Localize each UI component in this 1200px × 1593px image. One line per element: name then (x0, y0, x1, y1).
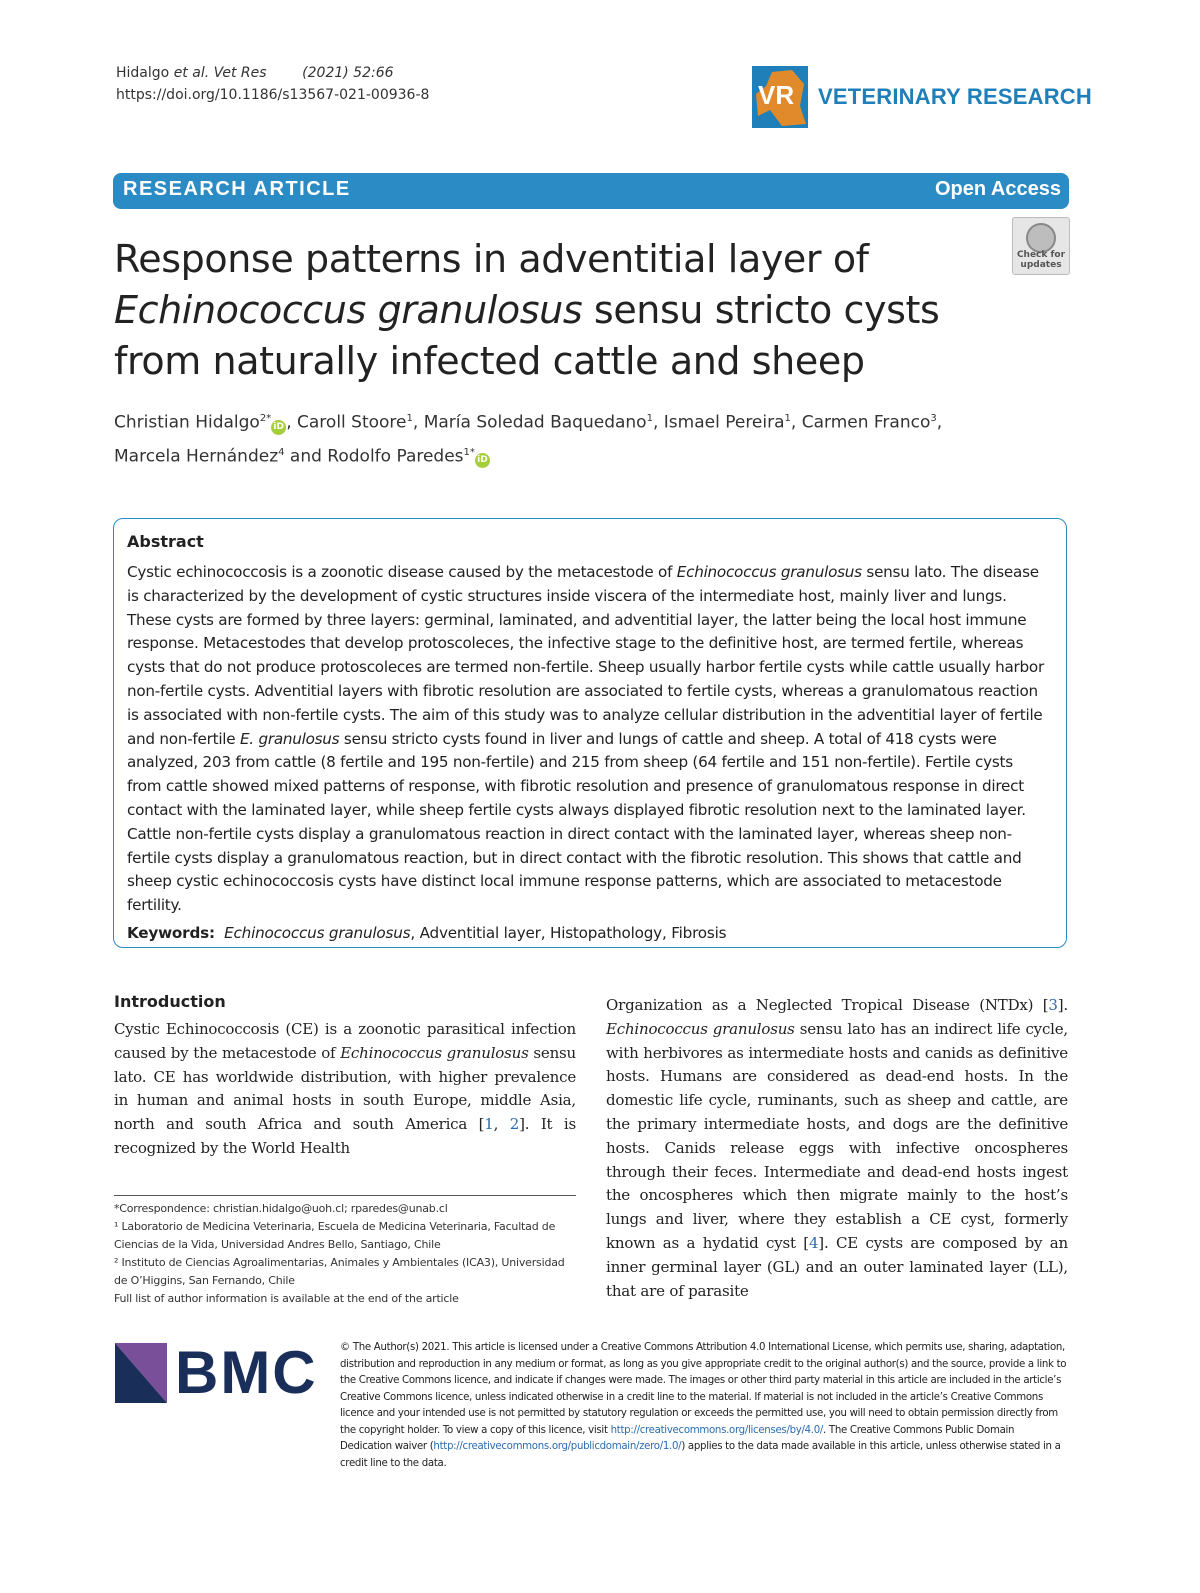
author-affiliation: 1 (406, 413, 413, 424)
check-updates-line2: updates (1020, 260, 1062, 270)
intro-right-species: Echinococcus granulosus (606, 1019, 795, 1038)
bmc-logo (115, 1338, 318, 1407)
author-affiliation: 1 (784, 413, 791, 424)
correspondence: *Correspondence: christian.hidalgo@uoh.cl; rparedes@unab.cl (114, 1202, 448, 1215)
author-affiliation: 2* (259, 413, 272, 424)
author-name[interactable]: María Soledad Baquedano (423, 412, 647, 433)
keywords (127, 924, 1047, 942)
affiliation-2: ² Instituto de Ciencias Agroalimentarias, Animales y Ambientales (ICA3), Universidad de O’Higgins, San Fernando, Chile (114, 1256, 565, 1287)
citation-link-2[interactable]: 2 (509, 1115, 520, 1134)
intro-right-4: ]. CE cysts are composed by an inner germinal layer (GL) and an outer laminated layer (LL), that are of parasite (606, 1233, 1069, 1300)
title-part1: Response patterns in adventitial layer of (114, 237, 869, 281)
author-affiliation: 1 (646, 413, 653, 424)
orcid-icon[interactable]: iD (475, 453, 490, 468)
author-name[interactable]: Carmen Franco (801, 412, 931, 433)
affiliation-1: ¹ Laboratorio de Medicina Veterinaria, Escuela de Medicina Veterinaria, Facultad de Ciencias de la Vida, Universidad Andres Bello, Santiago, Chile (114, 1220, 556, 1251)
license-text-1: © The Author(s) 2021. This article is licensed under a Creative Commons Attribution 4.0 International License, which permits use, sharing, adaptation, distribution and reproduction in any medium or format, as long as you give appropriate credit to the original author(s) and the source, provide a link to the Creative Commons licence, and indicate if changes were made. The images or other third party material in this article are included in the article’s Creative Commons licence, unless indicated otherwise in a credit line to the material. If material is not included in the article’s Creative Commons licence and your intended use is not permitted by statutory regulation or exceeds the permitted use, you will need to obtain permission directly from the copyright holder. To view a copy of this licence, visit (340, 1342, 1067, 1436)
intro-right-1: Organization as a Neglected Tropical Disease (NTDx) [ (606, 996, 1049, 1014)
vr-logo-text: VR (758, 80, 795, 110)
abstract-text-1: Cystic echinococcosis is a zoonotic disease caused by the metacestode of (127, 563, 677, 581)
author-name[interactable]: Marcela Hernández (114, 446, 279, 467)
abstract-text-3: sensu stricto cysts found in liver and lungs of cattle and sheep. A total of 418 cysts were analyzed, 203 from cattle (8 fertile and 195 non-fertile) and 215 from sheep (64 fertile and 151 non-fertile). Fertile cysts from cattle showed mixed patterns of response, with fibrotic resolution and presence of granulomatous response in direct contact with the laminated layer, while sheep fertile cysts always displayed fibrotic resolution next to the laminated layer. Cattle non-fertile cysts display a granulomatous reaction in direct contact with the laminated layer, whereas sheep non-fertile cysts display a granulomatous reaction, but in direct contact with the fibrotic resolution. This shows that cattle and sheep cystic echinococcosis cysts have distinct local immune response patterns, which are associated to metacestode fertility. (127, 729, 1026, 915)
check-updates-line1: Check for (1016, 250, 1066, 260)
abstract-text-2: sensu lato. The disease is characterized by the development of cystic structures inside viscera of the intermediate host, mainly liver and lungs. These cysts are formed by three layers: germinal, laminated, and adventitial layer, the latter being the local host immune response. Metacestodes that develop protoscoleces, the infective stage to the definitive host, are termed fertile, whereas cysts that do not produce protoscoleces are termed non-fertile. Sheep usually harbor fertile cysts while cattle usually harbor non-fertile cysts. Adventitial layers with fibrotic resolution are associated to fertile cysts, whereas a granulomatous reaction is associated with non-fertile cysts. The aim of this study was to analyze cellular distribution in the adventitial layer of fertile and non-fertile (127, 563, 1044, 748)
citation-link-3[interactable]: 3 (1048, 996, 1058, 1014)
introduction-right-column (606, 994, 1068, 1303)
abstract-species-2: E. granulosus (239, 729, 340, 748)
check-for-updates-button[interactable] (1012, 217, 1070, 275)
intro-left-2: sensu lato. CE has worldwide distribution, with higher prevalence in human and animal hosts in south Europe, middle Asia, north and south Africa and south America [ (114, 1043, 577, 1134)
abstract-species-1: Echinococcus granulosus (676, 563, 862, 581)
keyword-species: Echinococcus granulosus (224, 924, 411, 942)
journal-logo (752, 66, 1092, 128)
intro-left-species: Echinococcus granulosus (340, 1043, 529, 1062)
check-updates-icon (1026, 223, 1056, 253)
citation-authors: Hidalgo (116, 65, 174, 81)
vr-logo-icon (752, 66, 808, 128)
author-affiliation: 1* (463, 446, 475, 458)
intro-right-2: ]. (1057, 996, 1068, 1014)
license-link-2[interactable]: http://creativecommons.org/publicdomain/zero/1.0/ (433, 1441, 682, 1452)
author-name[interactable]: Caroll Stoore (297, 412, 407, 433)
title-part2: sensu stricto cysts from naturally infected cattle and sheep (114, 288, 940, 383)
author-info-note: Full list of author information is available at the end of the article (114, 1292, 459, 1305)
doi-link[interactable]: https://doi.org/10.1186/s13567-021-00936-8 (116, 87, 430, 103)
abstract-heading: Abstract (127, 532, 204, 551)
license-link-1[interactable]: http://creativecommons.org/licenses/by/4.0/ (610, 1424, 824, 1436)
abstract-text (127, 561, 1047, 918)
author-name[interactable]: Rodolfo Paredes (327, 446, 464, 467)
author-name[interactable]: Ismael Pereira (663, 412, 785, 433)
citation-header (116, 62, 429, 106)
bmc-logo-icon (115, 1343, 167, 1403)
title-species: Echinococcus granulosus (114, 288, 583, 332)
citation-link-1[interactable]: 1 (484, 1115, 494, 1134)
orcid-icon[interactable]: iD (271, 420, 286, 435)
citation-year: (2021) 52:66 (302, 65, 394, 81)
keywords-rest: , Adventitial layer, Histopathology, Fibrosis (410, 924, 727, 942)
citation-separator: , (493, 1115, 510, 1134)
introduction-heading: Introduction (114, 992, 226, 1011)
article-type: RESEARCH ARTICLE (123, 178, 351, 200)
author-affiliation: 3 (930, 413, 937, 424)
journal-name: VETERINARY RESEARCH (818, 84, 1092, 109)
article-title (114, 234, 1014, 387)
intro-left-3: ]. It is recognized by the World Health (114, 1115, 576, 1157)
license-text (340, 1340, 1068, 1472)
footnotes (114, 1200, 576, 1308)
article-type-banner (113, 173, 1069, 209)
intro-left-1: Cystic Echinococcosis (CE) is a zoonotic parasitical infection caused by the metacestode of (114, 1020, 576, 1062)
intro-right-3: sensu lato has an indirect life cycle, with herbivores as intermediate hosts and canids as definitive hosts. Humans are considered as dead-end hosts. In the domestic life cycle, ruminants, such as sheep and cattle, are the primary intermediate hosts, and dogs are the definitive hosts. Canids release eggs with infective oncospheres through their feces. Intermediate and dead-end hosts ingest the oncospheres which then migrate mainly to the host’s lungs and liver, where they establish a CE cyst, formerly known as a hydatid cyst [ (606, 1019, 1068, 1252)
license-text-2: . The Creative Commons Public Domain Dedication waiver ( (340, 1424, 1015, 1452)
author-affiliation: 4 (278, 446, 285, 458)
bmc-logo-text: BMC (175, 1339, 318, 1406)
introduction-left-column (114, 1018, 576, 1161)
footnote-divider (114, 1195, 576, 1196)
open-access-label: Open Access (935, 178, 1061, 200)
citation-journal: et al. Vet Res (173, 65, 267, 81)
author-list: Christian Hidalgo$^{2*}$iD , Caroll Stoore$^1$, María Soledad Baquedano$^1$, Ismael Pereira$^1$, Carmen Franco$^3$, Marcela Hernández$^4$ and Rodolfo Paredes$^{1*}$iD (114, 412, 943, 467)
keywords-label: Keywords: (127, 924, 215, 942)
author-name[interactable]: Christian Hidalgo (114, 412, 260, 433)
citation-link-4[interactable]: 4 (808, 1233, 819, 1252)
license-text-3: ) applies to the data made available in this article, unless otherwise stated in a credit line to the data. (340, 1441, 1061, 1469)
